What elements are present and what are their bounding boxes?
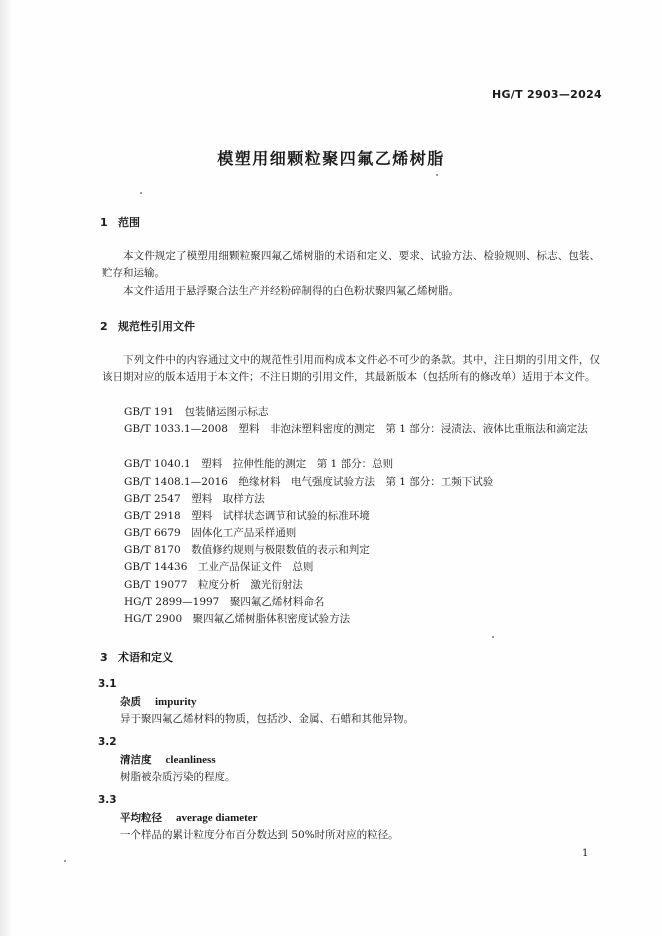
term-title xyxy=(120,752,216,767)
term-definition: 一个样品的累计粒度分布百分数达到 50%时所对应的粒径。 xyxy=(120,829,399,841)
section-number: 2 xyxy=(100,320,108,333)
scan-speck xyxy=(64,860,66,862)
term-zh: 清洁度 xyxy=(120,754,152,766)
term-number: 3.1 xyxy=(98,678,117,690)
page-number: 1 xyxy=(582,848,589,859)
term-definition: 异于聚四氟乙烯材料的物质，包括沙、金属、石蜡和其他异物。 xyxy=(120,713,414,725)
term-title xyxy=(120,694,197,709)
reference-item: GB/T 2547 塑料 取样方法 xyxy=(124,493,265,505)
section-title: 术语和定义 xyxy=(118,651,173,664)
reference-item: GB/T 1040.1 塑料 拉伸性能的测定 第 1 部分：总则 xyxy=(124,458,394,470)
reference-item: GB/T 1033.1—2008 塑料 非泡沫塑料密度的测定 第 1 部分：浸渍法、液体比重瓶法和滴定法 xyxy=(124,423,588,435)
section-title: 范围 xyxy=(118,216,140,229)
term-zh: 平均粒径 xyxy=(120,812,162,824)
reference-item: GB/T 191 包装储运图示标志 xyxy=(124,406,269,418)
term-number: 3.2 xyxy=(98,736,117,748)
term-en: cleanliness xyxy=(165,754,216,766)
scan-speck xyxy=(436,174,438,176)
term-en: average diameter xyxy=(176,812,258,824)
reference-item: GB/T 14436 工业产品保证文件 总则 xyxy=(124,561,314,573)
term-title xyxy=(120,810,258,825)
term-en: impurity xyxy=(155,696,197,708)
section-number: 3 xyxy=(100,651,108,664)
reference-item: GB/T 1408.1—2016 绝缘材料 电气强度试验方法 第 1 部分：工频下试验 xyxy=(124,476,494,488)
reference-item: GB/T 6679 固体化工产品采样通则 xyxy=(124,527,297,539)
section-heading-normative-references xyxy=(100,318,195,334)
reference-item: GB/T 19077 粒度分析 激光衍射法 xyxy=(124,579,303,591)
document-title: 模塑用细颗粒聚四氟乙烯树脂 xyxy=(217,149,445,168)
section-heading-scope xyxy=(100,214,140,230)
standard-number: HG/T 2903—2024 xyxy=(491,88,602,101)
term-definition: 树脂被杂质污染的程度。 xyxy=(120,771,236,783)
scan-speck xyxy=(492,636,494,638)
scope-paragraph: 本文件规定了模塑用细颗粒聚四氟乙烯树脂的术语和定义、要求、试验方法、检验规则、标志、包装、贮存和运输。 xyxy=(102,250,600,279)
reference-item: GB/T 2918 塑料 试样状态调节和试验的标准环境 xyxy=(124,510,370,522)
section-heading-terms xyxy=(100,649,173,665)
scope-paragraph: 本文件适用于悬浮聚合法生产并经粉碎制得的白色粉状聚四氟乙烯树脂。 xyxy=(123,285,459,297)
scan-speck xyxy=(140,192,142,194)
scan-edge-shadow xyxy=(0,0,12,936)
reference-item: GB/T 8170 数值修约规则与极限数值的表示和判定 xyxy=(124,544,370,556)
term-number: 3.3 xyxy=(98,794,117,806)
references-intro: 下列文件中的内容通过文中的规范性引用而构成本文件必不可少的条款。其中，注日期的引用文件，仅该日期对应的版本适用于本文件；不注日期的引用文件，其最新版本（包括所有的修改单）适用于本文件。 xyxy=(102,354,600,383)
reference-item: HG/T 2899—1997 聚四氟乙烯材料命名 xyxy=(124,596,325,608)
section-title: 规范性引用文件 xyxy=(118,320,195,333)
reference-item: HG/T 2900 聚四氟乙烯树脂体积密度试验方法 xyxy=(124,613,351,625)
term-zh: 杂质 xyxy=(120,696,141,708)
section-number: 1 xyxy=(100,216,108,229)
